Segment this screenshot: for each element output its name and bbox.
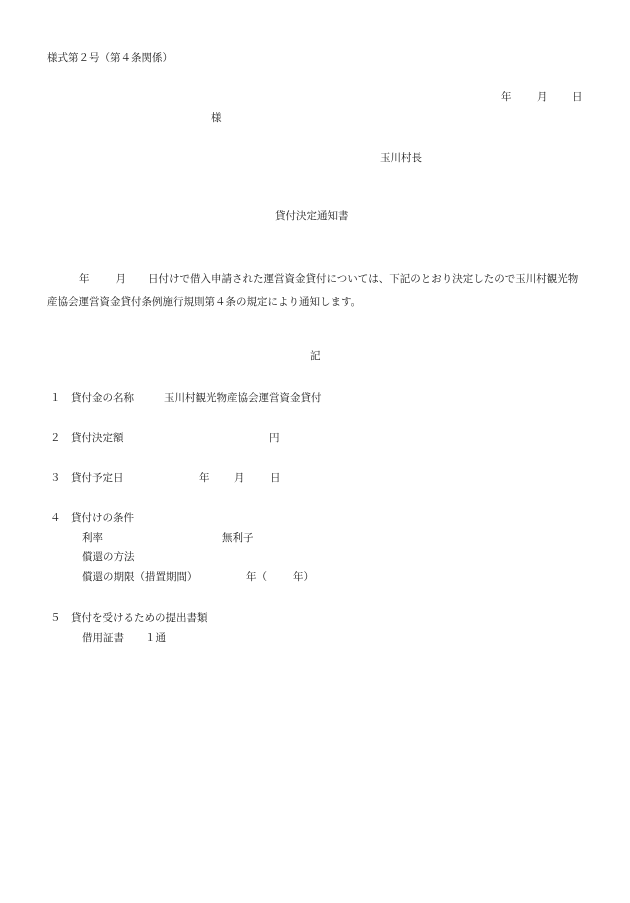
item3-label: 貸付予定日 — [71, 472, 124, 484]
item1-label: 貸付金の名称 — [71, 392, 134, 404]
item5-label: 貸付を受けるための提出書類 — [71, 612, 208, 624]
item2-unit: 円 — [269, 432, 280, 444]
item2-number: ２ — [50, 432, 61, 444]
item5-doc: 借用証書 — [82, 632, 124, 644]
date-year: 年 — [501, 91, 512, 103]
form-number: 様式第２号（第４条関係） — [47, 52, 173, 64]
item4-term-year: 年（ — [246, 571, 267, 583]
body-year: 年 — [79, 273, 90, 285]
item5-number: ５ — [50, 612, 61, 624]
item1-value: 玉川村観光物産協会運営資金貸付 — [164, 392, 322, 404]
item4-rate-value: 無利子 — [222, 532, 254, 544]
item2-label: 貸付決定額 — [71, 432, 124, 444]
item1-number: １ — [50, 392, 61, 404]
item3-number: ３ — [50, 472, 61, 484]
body-paragraph — [47, 268, 587, 314]
issuer: 玉川村長 — [380, 152, 422, 164]
date-day: 日 — [572, 91, 583, 103]
body-month: 月 — [115, 273, 126, 285]
item4-term-close: 年） — [293, 571, 314, 583]
body-text: 日付けで借入申請された運営資金貸付については、下記のとおり決定したので玉川村観光物産協会運営資金貸付条例施行規則第４条の規定により通知します。 — [47, 273, 579, 308]
document-title: 貸付決定通知書 — [275, 210, 349, 222]
item3-day: 日 — [270, 472, 281, 484]
item4-rate-label: 利率 — [82, 532, 103, 544]
ki-heading: 記 — [310, 350, 321, 362]
item3-year: 年 — [199, 472, 210, 484]
item4-number: ４ — [50, 512, 61, 524]
item5-count: １通 — [145, 632, 166, 644]
item4-term-label: 償還の期限（措置期間） — [82, 571, 198, 583]
item4-label: 貸付けの条件 — [71, 512, 134, 524]
item3-month: 月 — [234, 472, 245, 484]
item4-method-label: 償還の方法 — [82, 551, 135, 563]
date-month: 月 — [537, 91, 548, 103]
recipient-suffix: 様 — [211, 112, 222, 124]
